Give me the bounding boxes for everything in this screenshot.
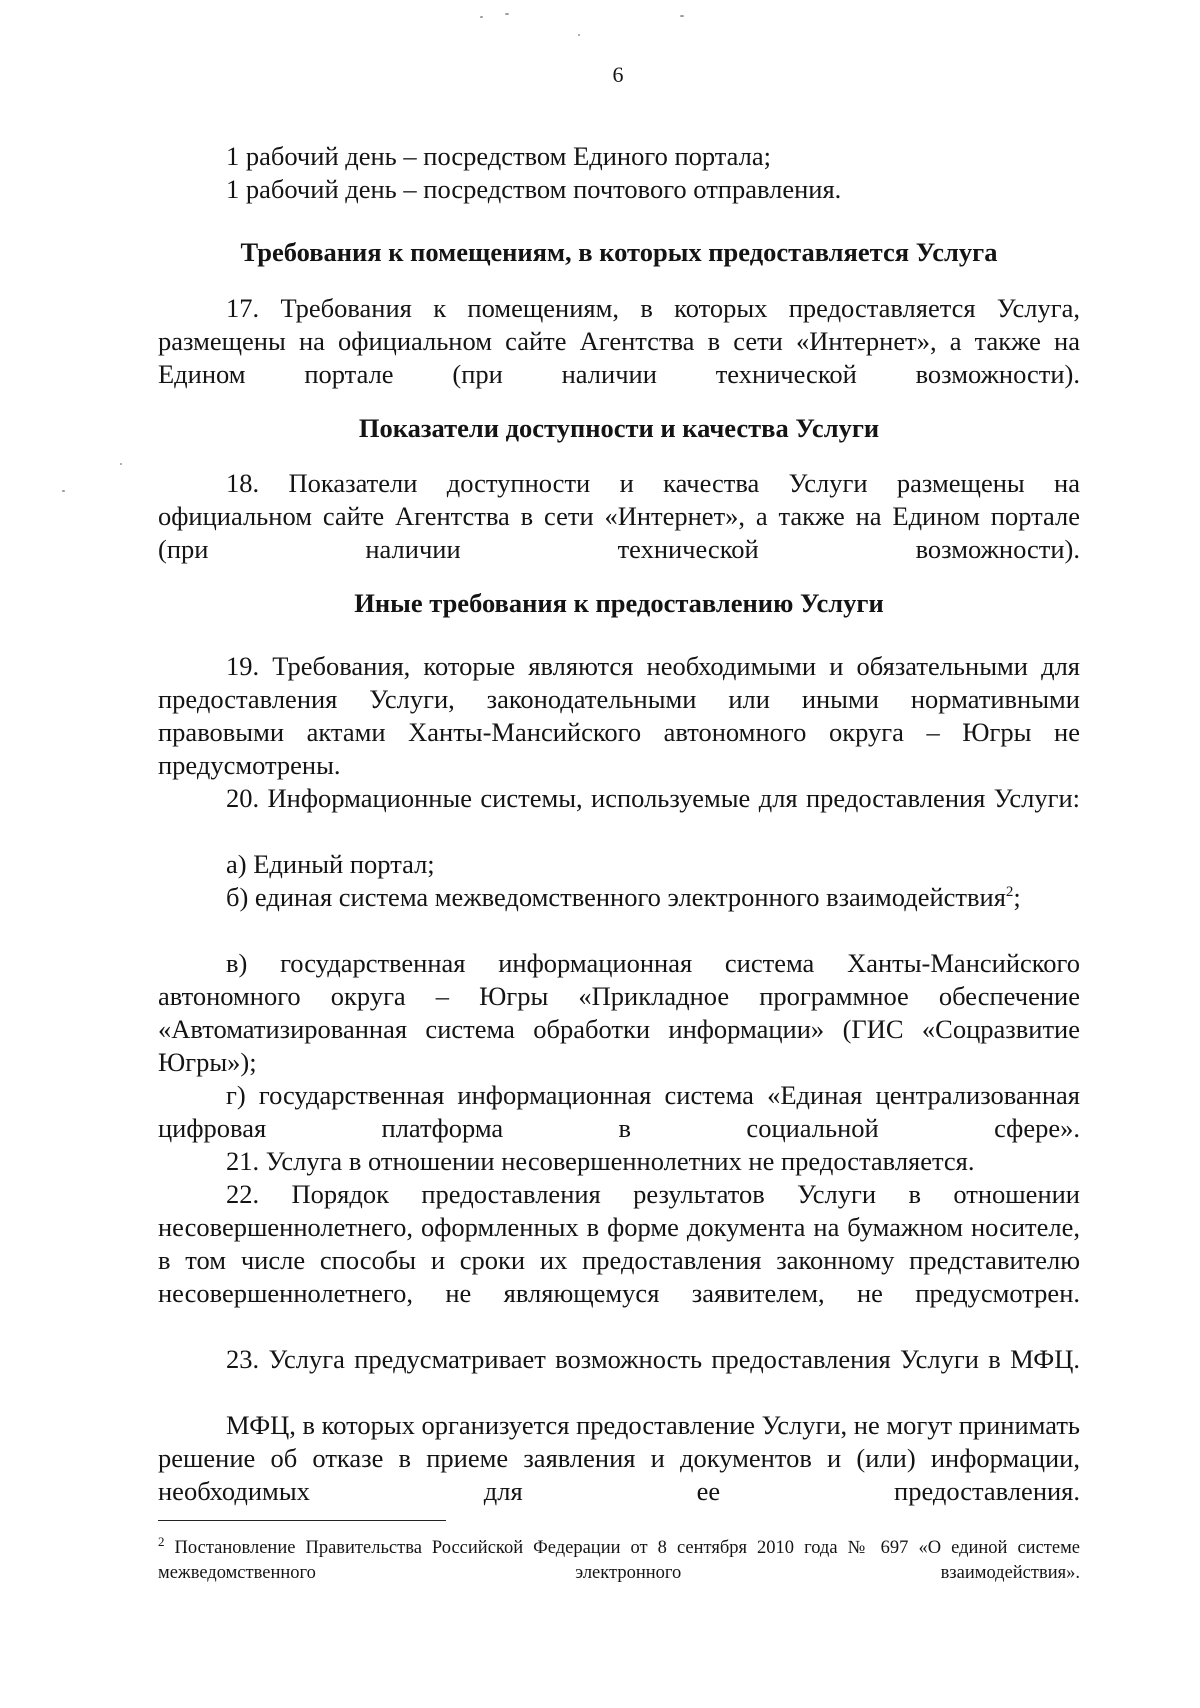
paragraph-18: 18. Показатели доступности и качества Услуги размещены на официальном сайте Агентства в сети «Интернет», а также на Едином портале (при наличии технической возможности). [158,468,1080,564]
footnote-separator [158,1520,446,1521]
paragraph-17: 17. Требования к помещениям, в которых предоставляется Услуга, размещены на официальном сайте Агентства в сети «Интернет», а также на Едином портале (при наличии технической возможности). [158,293,1080,389]
item-g: г) государственная информационная система «Единая централизованная цифровая платформа в социальной сфере». [158,1080,1080,1143]
item-b-text: б) единая система межведомственного электронного взаимодействия [226,882,1006,912]
paragraph-21: 21. Услуга в отношении несовершеннолетних не предоставляется. [226,1146,975,1176]
scan-speck [62,490,65,492]
item-v: в) государственная информационная система Ханты-Мансийского автономного округа – Югры «Прикладное программное обеспечение «Автоматизированная система обработки информации» (ГИС «Соцразвитие Югры»); [158,948,1080,1077]
section-heading-other-requirements: Иные требования к предоставлению Услуги [354,588,884,618]
delivery-line-1: 1 рабочий день – посредством Единого портала; [226,141,772,171]
scan-speck [505,13,509,15]
item-b-tail: ; [1013,882,1021,912]
scan-speck [578,34,580,36]
footnote-ref: 2 [1005,884,1014,901]
paragraph-22: 22. Порядок предоставления результатов Услуги в отношении несовершеннолетнего, оформленных в форме документа на бумажном носителе, в том числе способы и сроки их предоставления законному представителю несовершеннолетнего, не являющемуся заявителем, не предусмотрен. [158,1179,1080,1308]
paragraph-19: 19. Требования, которые являются необходимыми и обязательными для предоставления Услуги, законодательными или иными нормативными правовыми актами Ханты-Мансийского автономного округа – Югры не предусмотрены. [158,651,1080,780]
scan-speck [120,463,122,465]
item-b [158,881,1080,914]
section-heading-premises: Требования к помещениям, в которых предоставляется Услуга [240,237,998,267]
page-number: 6 [612,62,624,87]
delivery-line-2: 1 рабочий день – посредством почтового отправления. [226,174,842,204]
scan-speck [680,15,684,17]
paragraph-mfc: МФЦ, в которых организуется предоставление Услуги, не могут принимать решение об отказе в приеме заявления и документов и (или) информации, необходимых для ее предоставления. [158,1410,1080,1506]
item-a: а) Единый портал; [226,849,435,879]
paragraph-23: 23. Услуга предусматривает возможность предоставления Услуги в МФЦ. [226,1344,1080,1374]
footnote-marker: 2 [158,1533,165,1549]
paragraph-20: 20. Информационные системы, используемые для предоставления Услуги: [226,783,1080,813]
section-heading-quality: Показатели доступности и качества Услуги [358,413,880,443]
scan-speck [480,16,483,18]
footnote-text: Постановление Правительства Российской Федерации от 8 сентября 2010 года № 697 «О единой системе межведомственного электронного взаимодействия». [158,1538,1081,1583]
footnote [158,1533,1081,1586]
